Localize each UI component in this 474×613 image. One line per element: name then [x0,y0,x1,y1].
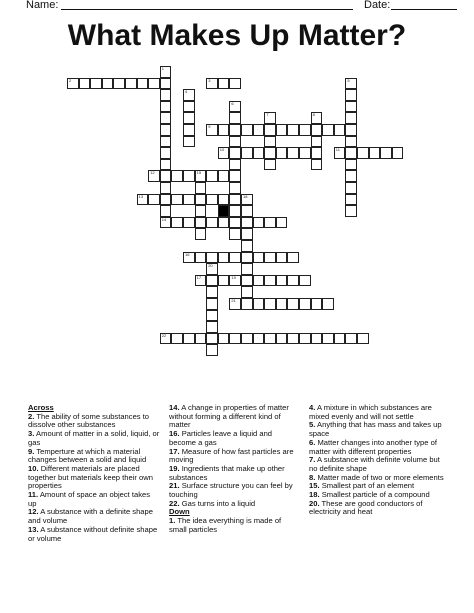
grid-cell[interactable] [264,217,276,229]
grid-cell[interactable] [253,252,265,264]
grid-cell[interactable] [218,333,230,345]
clue-across-11: 11. Amount of space an object takes up [28,490,151,508]
grid-cell[interactable] [206,310,218,322]
clue-number: 14 [161,216,167,222]
grid-cell[interactable] [229,112,241,124]
grid-cell[interactable] [253,275,265,287]
clue-number: 16 [185,251,190,257]
grid-cell[interactable] [195,228,207,240]
grid-cell[interactable] [183,101,195,113]
grid-cell[interactable] [206,217,218,229]
grid-cell[interactable] [299,124,311,136]
grid-cell[interactable] [345,136,357,148]
name-label: Name: [26,0,59,11]
grid-cell[interactable] [206,78,218,90]
clue-across-16: 16. Particles leave a liquid and become a gas [169,429,273,447]
grid-cell[interactable] [299,275,311,287]
grid-cell[interactable] [345,333,357,345]
clue-across-13: 13. A substance without definite shape or volume [28,524,158,543]
grid-cell[interactable] [206,170,218,182]
grid-cell[interactable] [183,252,195,264]
grid-cell[interactable] [171,333,183,345]
grid-cell[interactable] [229,228,241,240]
clue-down-5: 5. Anything that has mass and takes up space [309,420,442,439]
grid-cell[interactable] [160,89,172,101]
grid-cell[interactable] [287,147,299,159]
grid-cell[interactable] [229,333,241,345]
grid-cell[interactable] [241,147,253,159]
grid-cell[interactable] [229,194,241,206]
grid-cell[interactable] [183,194,195,206]
clue-down-18: 18. Smallest particle of a compound [309,490,430,500]
grid-cell[interactable] [241,333,253,345]
grid-cell[interactable] [253,124,265,136]
across-heading: Across [28,403,54,412]
grid-cell[interactable] [311,147,323,159]
grid-cell[interactable] [171,194,183,206]
grid-cell[interactable] [276,298,288,310]
grid-cell[interactable] [241,240,253,252]
clue-number: 10 [219,147,225,153]
clue-number: 22 [161,332,167,338]
grid-cell[interactable] [264,333,276,345]
grid-cell[interactable] [311,112,323,124]
grid-cell[interactable] [241,217,253,229]
grid-cell[interactable] [206,333,218,345]
grid-cell[interactable] [102,78,114,90]
clue-number: 6 [231,100,234,106]
grid-cell[interactable] [299,298,311,310]
clue-across-14: 14. A change in properties of matter without forming a different kind of matter [169,403,289,430]
grid-cell[interactable] [206,286,218,298]
grid-cell[interactable] [218,252,230,264]
grid-cell[interactable] [345,194,357,206]
page-title: What Makes Up Matter? [67,19,407,52]
clue-number: 7 [266,112,269,118]
grid-cell[interactable] [160,333,172,345]
clues-column-3 [309,404,449,517]
grid-cell[interactable] [357,147,369,159]
down-heading: Down [169,507,190,517]
grid-cell[interactable] [90,78,102,90]
grid-cell[interactable] [264,275,276,287]
grid-cell[interactable] [67,78,79,90]
grid-cell[interactable] [253,147,265,159]
grid-cell[interactable] [334,124,346,136]
clue-number: 2 [69,77,72,83]
grid-cell[interactable] [253,217,265,229]
clues-column-1 [28,404,160,543]
grid-cell[interactable] [264,136,276,148]
clue-number: 1 [161,66,165,71]
grid-cell[interactable] [229,101,241,113]
grid-cell[interactable] [195,333,207,345]
grid-cell[interactable] [345,101,357,113]
grid-cell[interactable] [276,252,288,264]
grid-cell[interactable] [229,205,241,217]
grid-cell[interactable] [195,170,207,182]
grid-cell[interactable] [195,252,207,264]
grid-cell[interactable] [345,182,357,194]
clue-number: 5 [347,77,350,83]
blocked-square [218,205,230,217]
grid-cell[interactable] [195,194,207,206]
grid-cell[interactable] [206,263,218,275]
grid-cell[interactable] [218,124,230,136]
clue-number: 3 [208,77,211,83]
grid-cell[interactable] [206,252,218,264]
grid-cell[interactable] [229,159,241,171]
grid-cell[interactable] [183,170,195,182]
grid-cell[interactable] [380,147,392,159]
grid-cell[interactable] [311,333,323,345]
grid-cell[interactable] [322,124,334,136]
clue-down-4: 4. A mixture in which substances are mixed evenly and will not settle [309,403,432,421]
clue-number: 19 [231,274,236,280]
clue-number: 12 [150,170,155,176]
grid-cell[interactable] [183,136,195,148]
grid-cell[interactable] [345,159,357,171]
grid-cell[interactable] [137,194,149,206]
clue-across-3: 3. Amount of matter in a solid, liquid, or gas [28,429,160,447]
clue-across-12: 12. A substance with a definite shape and volume [28,507,153,526]
grid-cell[interactable] [345,205,357,217]
grid-cell[interactable] [229,147,241,159]
grid-cell[interactable] [148,194,160,206]
clue-down-1: 1. The idea everything is made of small particles [169,516,282,534]
grid-cell[interactable] [264,124,276,136]
grid-cell[interactable] [195,217,207,229]
grid-cell[interactable] [218,217,230,229]
grid-cell[interactable] [160,66,172,78]
clue-number: 11 [335,147,340,153]
grid-cell[interactable] [229,170,241,182]
clue-across-19: 19. Ingredients that make up other substances [169,463,285,482]
grid-cell[interactable] [276,147,288,159]
grid-cell[interactable] [218,78,230,90]
grid-cell[interactable] [229,78,241,90]
grid-cell[interactable] [160,170,172,182]
grid-cell[interactable] [160,194,172,206]
grid-cell[interactable] [183,333,195,345]
grid-cell[interactable] [160,205,172,217]
grid-cell[interactable] [311,298,323,310]
clue-number: 15 [196,170,202,176]
grid-cell[interactable] [345,124,357,136]
grid-cell[interactable] [160,101,172,113]
grid-cell[interactable] [206,124,218,136]
grid-cell[interactable] [218,170,230,182]
date-label: Date: [364,0,391,11]
grid-cell[interactable] [160,217,172,229]
grid-cell[interactable] [299,147,311,159]
grid-cell[interactable] [218,275,230,287]
grid-cell[interactable] [322,333,334,345]
grid-cell[interactable] [241,252,253,264]
clue-number: 13 [138,193,144,199]
grid-cell[interactable] [229,136,241,148]
grid-cell[interactable] [160,112,172,124]
grid-cell[interactable] [195,205,207,217]
grid-cell[interactable] [113,78,125,90]
grid-cell[interactable] [148,78,160,90]
grid-cell[interactable] [160,124,172,136]
grid-cell[interactable] [229,217,241,229]
grid-cell[interactable] [241,228,253,240]
grid-cell[interactable] [229,275,241,287]
grid-cell[interactable] [276,333,288,345]
grid-cell[interactable] [206,194,218,206]
grid-cell[interactable] [253,298,265,310]
grid-cell[interactable] [369,147,381,159]
grid-cell[interactable] [241,298,253,310]
grid-cell[interactable] [229,252,241,264]
grid-cell[interactable] [287,124,299,136]
grid-cell[interactable] [125,78,137,90]
grid-cell[interactable] [334,147,346,159]
grid-cell[interactable] [253,333,265,345]
grid-cell[interactable] [264,159,276,171]
clue-number: 4 [185,89,188,95]
grid-cell[interactable] [183,217,195,229]
grid-cell[interactable] [160,159,172,171]
grid-cell[interactable] [264,252,276,264]
clue-down-6: 6. Matter changes into another type of matter with different properties [309,437,437,456]
clue-down-8: 8. Matter made of two or more elements [309,472,444,482]
grid-cell[interactable] [287,298,299,310]
grid-cell[interactable] [206,321,218,333]
clue-number: 18 [243,193,248,199]
grid-cell[interactable] [206,344,218,356]
grid-cell[interactable] [322,298,334,310]
grid-cell[interactable] [392,147,404,159]
grid-cell[interactable] [171,217,183,229]
clue-down-15: 15. Smallest part of an element [309,481,415,491]
grid-cell[interactable] [160,136,172,148]
clues-column-2 [169,404,300,535]
clue-across-9: 9. Temperture at which a material changes between a solid and liquid [28,446,147,465]
grid-cell[interactable] [264,147,276,159]
grid-cell[interactable] [311,124,323,136]
grid-cell[interactable] [299,333,311,345]
clue-number: 9 [208,124,211,129]
grid-cell[interactable] [183,124,195,136]
grid-cell[interactable] [206,275,218,287]
grid-cell[interactable] [183,89,195,101]
grid-cell[interactable] [276,124,288,136]
grid-cell[interactable] [241,205,253,217]
grid-cell[interactable] [148,170,160,182]
grid-cell[interactable] [334,333,346,345]
grid-cell[interactable] [357,333,369,345]
grid-cell[interactable] [345,147,357,159]
grid-cell[interactable] [287,333,299,345]
clue-across-22: 22. Gas turns into a liquid [169,498,256,508]
clue-number: 17 [196,274,202,280]
grid-cell[interactable] [241,263,253,275]
grid-cell[interactable] [137,78,149,90]
grid-cell[interactable] [218,194,230,206]
grid-cell[interactable] [287,275,299,287]
clue-across-2: 2. The ability of some substances to dissolve other substances [28,411,150,430]
grid-cell[interactable] [206,298,218,310]
grid-cell[interactable] [311,136,323,148]
clue-across-17: 17. Measure of how fast particles are moving [169,446,294,465]
grid-cell[interactable] [345,89,357,101]
grid-cell[interactable] [160,182,172,194]
clue-number: 20 [208,263,213,269]
grid-cell[interactable] [218,147,230,159]
grid-cell[interactable] [241,194,253,206]
grid-cell[interactable] [241,275,253,287]
grid-cell[interactable] [229,182,241,194]
grid-cell[interactable] [229,298,241,310]
grid-cell[interactable] [195,275,207,287]
grid-cell[interactable] [276,217,288,229]
clue-down-20: 20. These are good conductors of electricity and heat [309,498,423,517]
grid-cell[interactable] [287,252,299,264]
clue-number: 21 [231,298,236,303]
clue-across-21: 21. Surface structure you can feel by touching [169,481,293,500]
grid-cell[interactable] [241,286,253,298]
grid-cell[interactable] [79,78,91,90]
clue-down-7: 7. A substance with definite volume but no definite shape [309,455,440,473]
grid-cell[interactable] [276,275,288,287]
grid-cell[interactable] [345,112,357,124]
grid-cell[interactable] [183,112,195,124]
grid-cell[interactable] [160,78,172,90]
grid-cell[interactable] [264,112,276,124]
grid-cell[interactable] [311,159,323,171]
grid-cell[interactable] [345,78,357,90]
grid-cell[interactable] [171,170,183,182]
grid-cell[interactable] [264,298,276,310]
grid-cell[interactable] [345,170,357,182]
grid-cell[interactable] [160,147,172,159]
grid-cell[interactable] [229,124,241,136]
clue-across-10: 10. Different materials are placed together but materials keep their own properties [28,463,153,491]
clue-number: 8 [312,112,315,118]
grid-cell[interactable] [195,182,207,194]
grid-cell[interactable] [241,124,253,136]
